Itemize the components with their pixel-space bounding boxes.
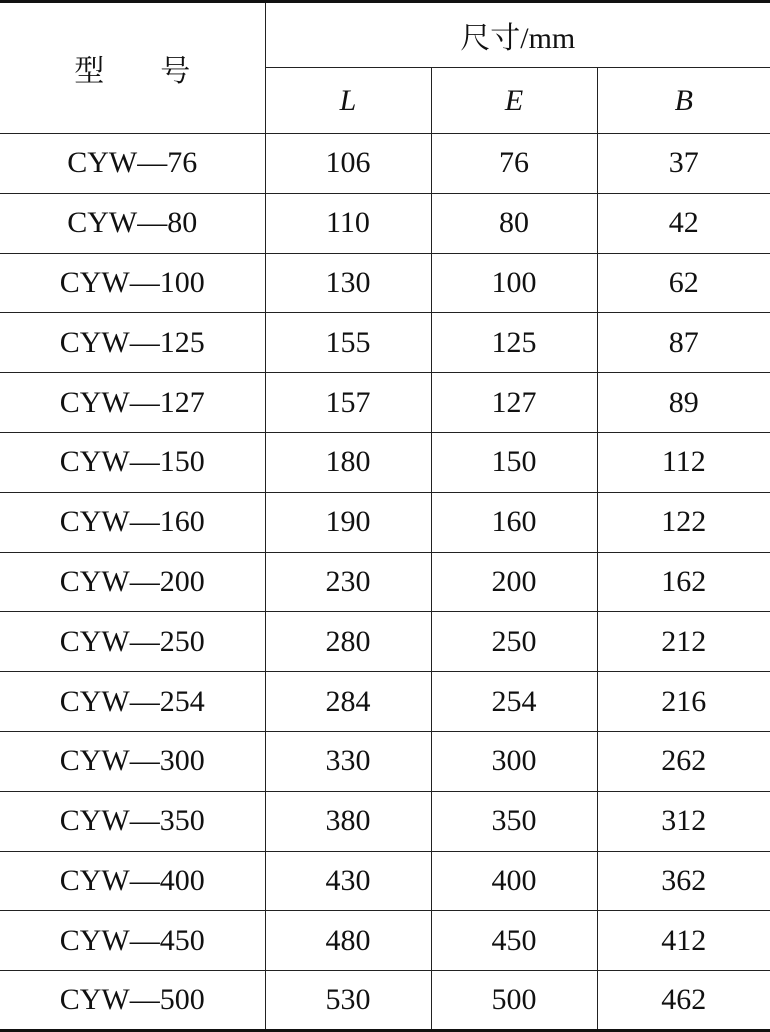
L-cell: 330: [265, 731, 431, 791]
table-row: [0, 432, 770, 492]
E-cell: 400: [431, 851, 597, 911]
model-cell: CYW—400: [0, 851, 265, 911]
header-row-1: [0, 2, 770, 68]
L-cell: 130: [265, 253, 431, 313]
L-cell: 380: [265, 791, 431, 851]
table-row: [0, 492, 770, 552]
E-cell: 80: [431, 193, 597, 253]
E-cell: 125: [431, 313, 597, 373]
B-cell: 122: [597, 492, 770, 552]
E-cell: 254: [431, 672, 597, 732]
B-cell: 62: [597, 253, 770, 313]
B-cell: 216: [597, 672, 770, 732]
L-cell: 230: [265, 552, 431, 612]
E-cell: 450: [431, 911, 597, 971]
L-cell: 284: [265, 672, 431, 732]
column-header-B: B: [597, 68, 770, 134]
model-cell: CYW—200: [0, 552, 265, 612]
dimension-title: 尺寸: [460, 21, 521, 56]
table-row: [0, 851, 770, 911]
model-cell: CYW—350: [0, 791, 265, 851]
L-cell: 190: [265, 492, 431, 552]
dimension-unit: /mm: [520, 22, 576, 55]
model-cell: CYW—127: [0, 373, 265, 433]
B-cell: 412: [597, 911, 770, 971]
E-cell: 350: [431, 791, 597, 851]
model-cell: CYW—80: [0, 193, 265, 253]
E-cell: 250: [431, 612, 597, 672]
B-cell: 112: [597, 432, 770, 492]
model-cell: CYW—254: [0, 672, 265, 732]
L-cell: 106: [265, 134, 431, 194]
table-header: [0, 2, 770, 134]
E-cell: 500: [431, 971, 597, 1031]
L-cell: 155: [265, 313, 431, 373]
E-cell: 160: [431, 492, 597, 552]
E-cell: 127: [431, 373, 597, 433]
L-cell: 157: [265, 373, 431, 433]
model-cell: CYW—160: [0, 492, 265, 552]
L-cell: 180: [265, 432, 431, 492]
B-cell: 89: [597, 373, 770, 433]
model-column-header: [0, 2, 265, 134]
table-body: [0, 134, 770, 1031]
model-header-char-1: 型: [74, 54, 105, 89]
B-cell: 462: [597, 971, 770, 1031]
B-cell: 42: [597, 193, 770, 253]
table-row: [0, 193, 770, 253]
model-cell: CYW—450: [0, 911, 265, 971]
table-row: [0, 313, 770, 373]
table-row: [0, 672, 770, 732]
column-header-E: E: [431, 68, 597, 134]
table-row: [0, 791, 770, 851]
L-cell: 110: [265, 193, 431, 253]
E-cell: 200: [431, 552, 597, 612]
E-cell: 100: [431, 253, 597, 313]
B-cell: 162: [597, 552, 770, 612]
B-cell: 87: [597, 313, 770, 373]
L-cell: 480: [265, 911, 431, 971]
table-row: [0, 911, 770, 971]
B-cell: 362: [597, 851, 770, 911]
model-cell: CYW—250: [0, 612, 265, 672]
table-row: [0, 971, 770, 1031]
table-row: [0, 253, 770, 313]
E-cell: 150: [431, 432, 597, 492]
B-cell: 312: [597, 791, 770, 851]
table-row: [0, 373, 770, 433]
model-cell: CYW—300: [0, 731, 265, 791]
table-row: [0, 552, 770, 612]
column-header-L: L: [265, 68, 431, 134]
model-cell: CYW—500: [0, 971, 265, 1031]
model-cell: CYW—125: [0, 313, 265, 373]
B-cell: 262: [597, 731, 770, 791]
L-cell: 530: [265, 971, 431, 1031]
E-cell: 76: [431, 134, 597, 194]
model-cell: CYW—100: [0, 253, 265, 313]
table-row: [0, 612, 770, 672]
B-cell: 212: [597, 612, 770, 672]
model-header-char-2: 号: [160, 54, 191, 89]
B-cell: 37: [597, 134, 770, 194]
L-cell: 430: [265, 851, 431, 911]
dimension-group-header: [265, 2, 770, 68]
table-row: [0, 134, 770, 194]
table-row: [0, 731, 770, 791]
E-cell: 300: [431, 731, 597, 791]
L-cell: 280: [265, 612, 431, 672]
model-cell: CYW—150: [0, 432, 265, 492]
model-cell: CYW—76: [0, 134, 265, 194]
